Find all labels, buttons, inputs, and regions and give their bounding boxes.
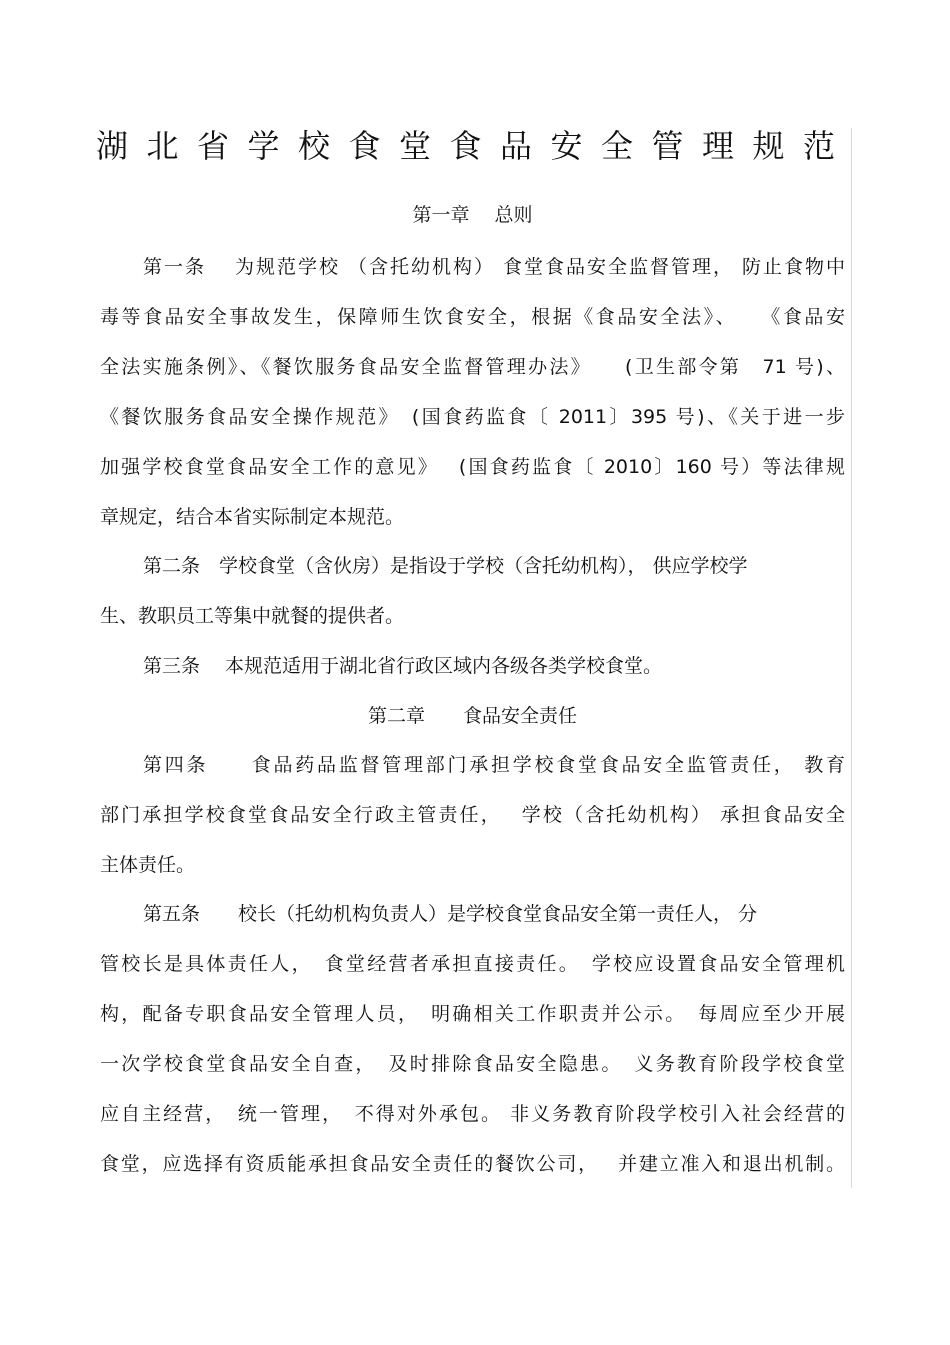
article-5-line-2: 管校长是具体责任人， 食堂经营者承担直接责任。 学校应设置食品安全管理机	[100, 953, 845, 975]
article-3-line-1: 第三条 本规范适用于湖北省行政区域内各级各类学校食堂。	[143, 655, 663, 677]
article-1-line-4: 《餐饮服务食品安全操作规范》 (国食药监食〔 2011〕395 号)、《关于进一步	[100, 406, 845, 428]
article-4-line-2: 部门承担学校食堂食品安全行政主管责任， 学校（含托幼机构） 承担食品安全	[100, 804, 845, 826]
article-1-line-1: 第一条 为规范学校 （含托幼机构） 食堂食品安全监督管理， 防止食物中	[143, 256, 845, 278]
article-2-line-2: 生、教职员工等集中就餐的提供者。	[100, 605, 405, 627]
article-1-line-3: 全法实施条例》、《餐饮服务食品安全监督管理办法》 (卫生部令第 71 号)、	[100, 356, 845, 378]
article-1-line-2: 毒等食品安全事故发生，保障师生饮食安全，根据《食品安全法》、 《食品安	[100, 306, 845, 328]
page-edge-rule	[851, 128, 852, 1188]
article-5-line-4: 一次学校食堂食品安全自查， 及时排除食品安全隐患。 义务教育阶段学校食堂	[100, 1053, 845, 1075]
chapter-heading-2: 第二章 食品安全责任	[367, 705, 577, 727]
article-1-line-6: 章规定，结合本省实际制定本规范。	[100, 506, 405, 528]
article-4-line-3: 主体责任。	[100, 854, 196, 876]
article-5-line-6: 食堂，应选择有资质能承担食品安全责任的餐饮公司， 并建立准入和退出机制。	[100, 1153, 845, 1175]
article-5-line-3: 构，配备专职食品安全管理人员， 明确相关工作职责并公示。 每周应至少开展	[100, 1003, 845, 1025]
article-4-line-1: 第四条 食品药品监督管理部门承担学校食堂食品安全监管责任， 教育	[143, 754, 845, 776]
article-5-line-5: 应自主经营， 统一管理， 不得对外承包。 非义务教育阶段学校引入社会经营的	[100, 1103, 845, 1125]
document-title: 湖北省学校食堂食品安全管理规范	[96, 127, 854, 165]
chapter-heading-1: 第一章 总则	[412, 204, 533, 226]
article-2-line-1: 第二条 学校食堂（含伙房）是指设于学校（含托幼机构）， 供应学校学	[143, 555, 748, 577]
article-1-line-5: 加强学校食堂食品安全工作的意见》 (国食药监食〔 2010〕160 号）等法律规	[100, 456, 845, 478]
article-5-line-1: 第五条 校长（托幼机构负责人）是学校食堂食品安全第一责任人， 分	[143, 903, 758, 925]
